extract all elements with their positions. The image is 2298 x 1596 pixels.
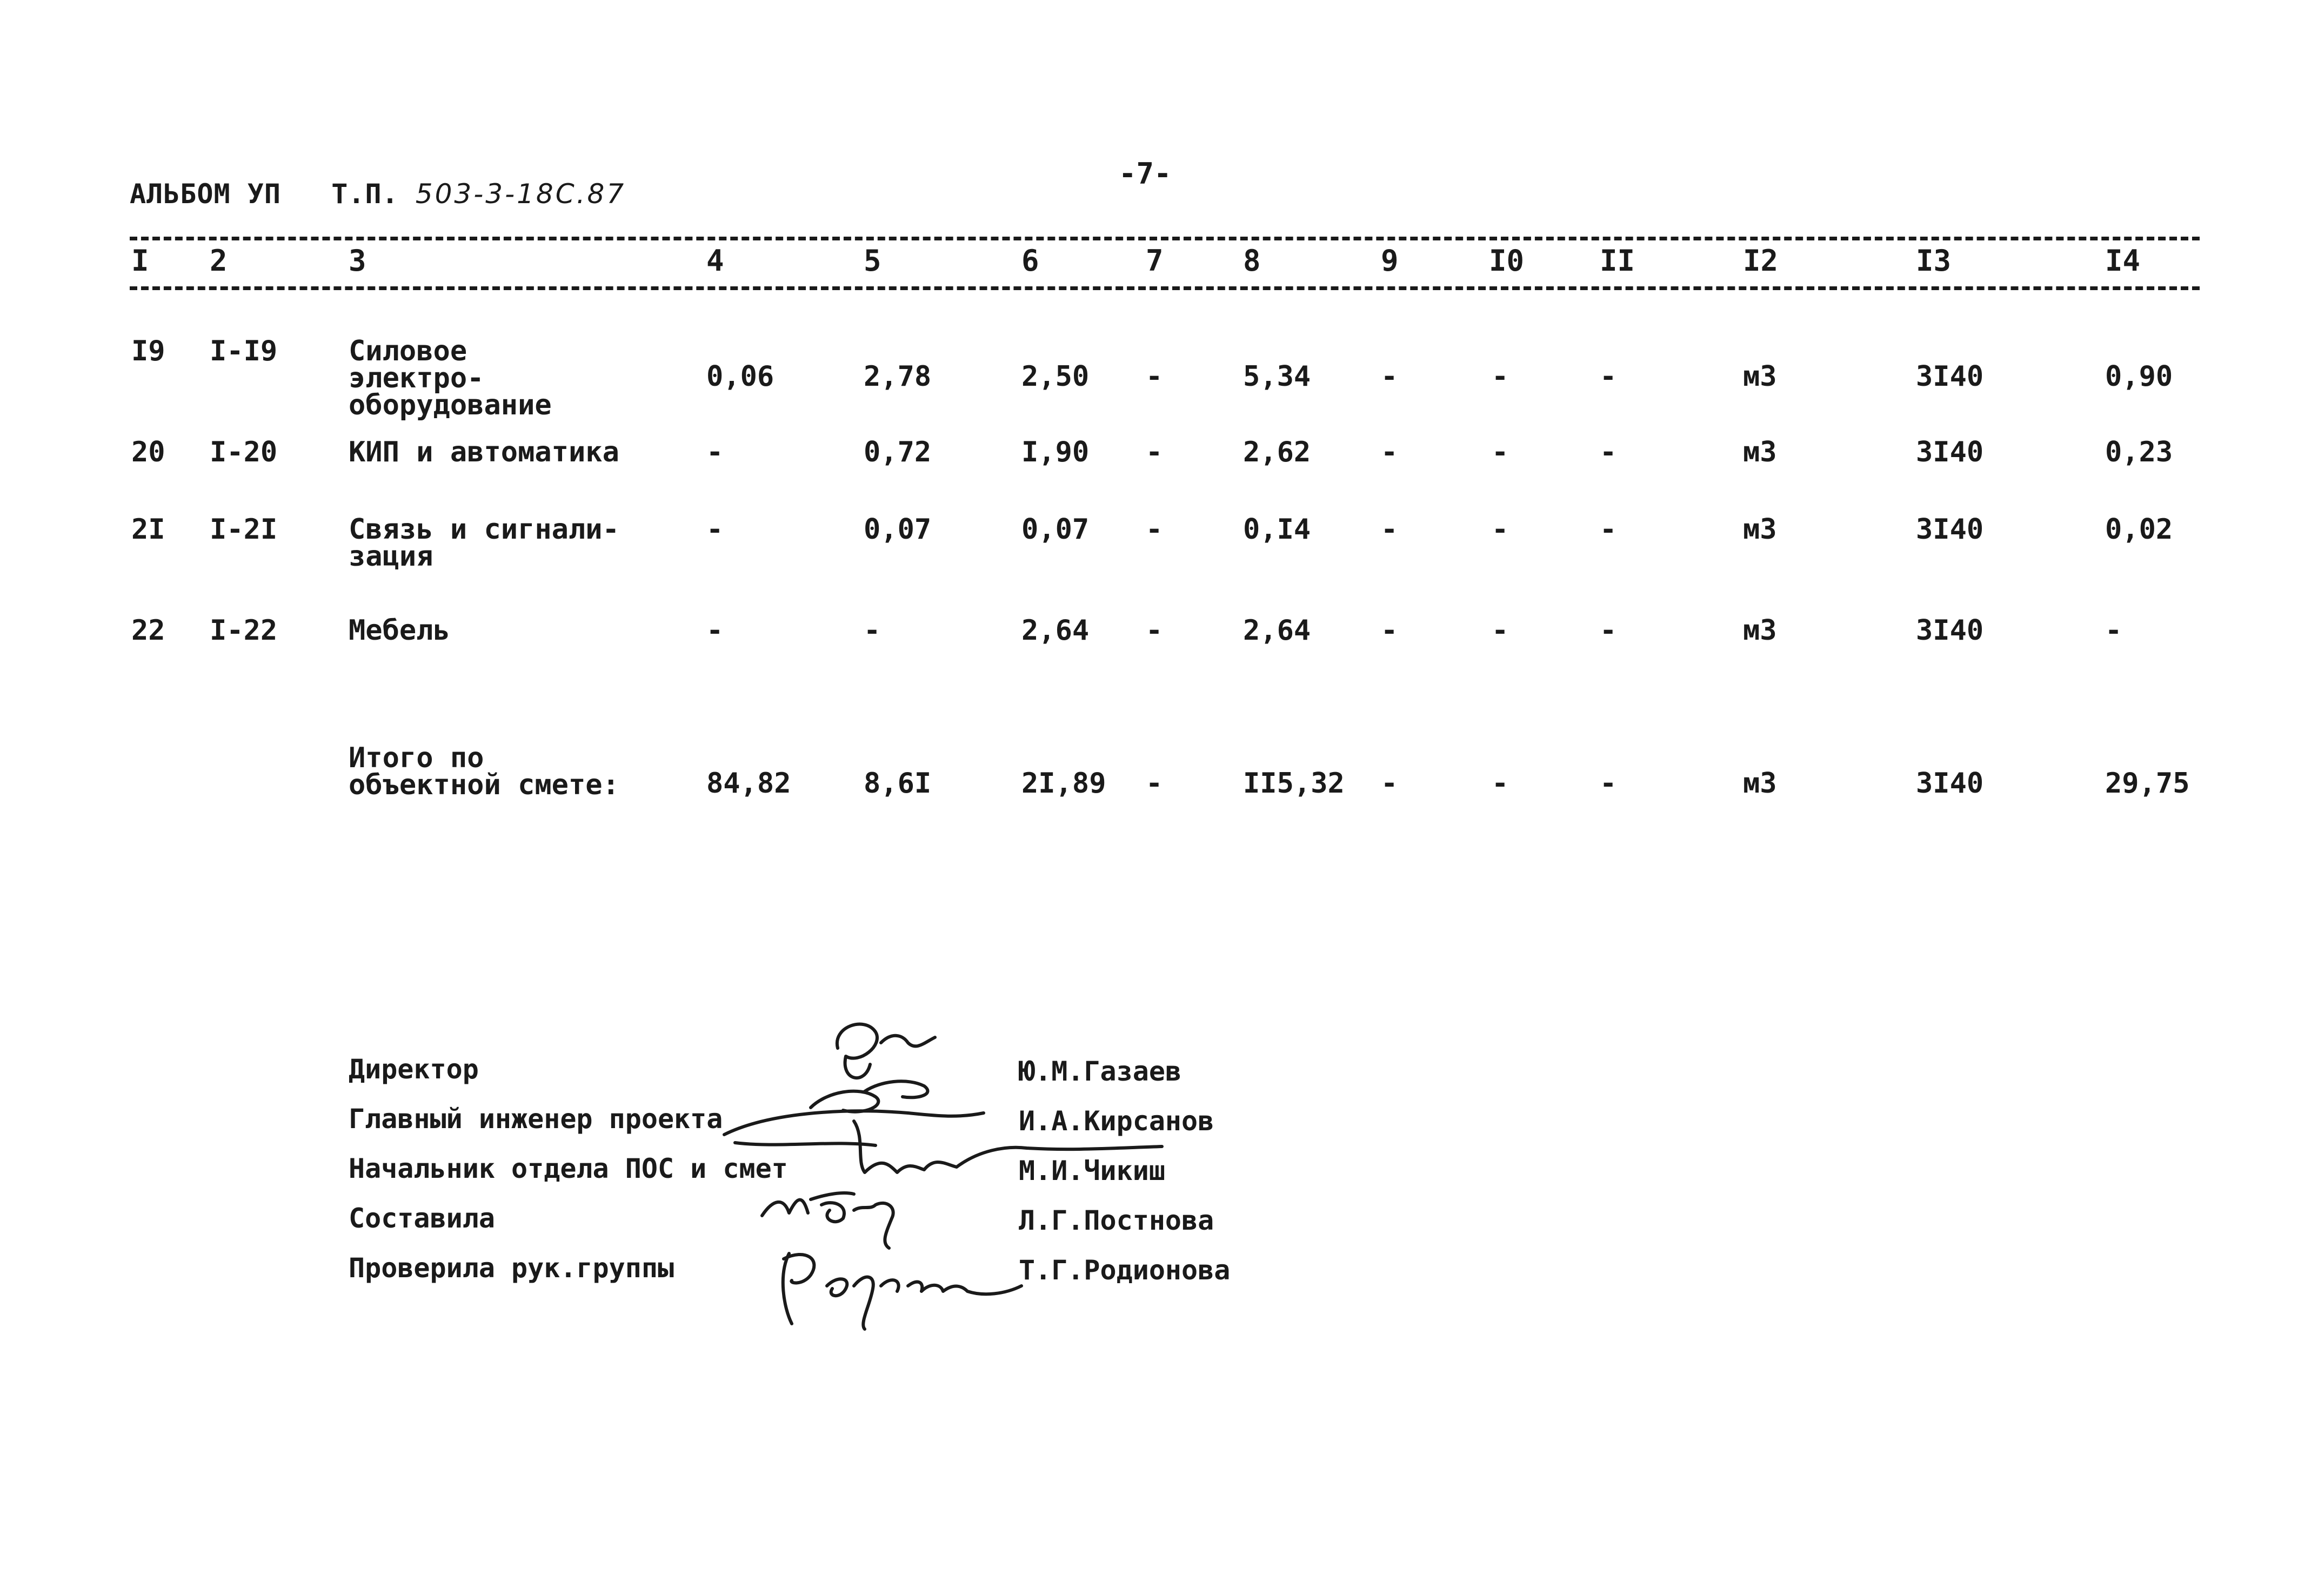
table-cell: - <box>1600 614 1617 647</box>
table-cell: 0,06 <box>706 360 774 393</box>
total-label: Итого по объектной смете: <box>349 742 619 801</box>
compiler-signature <box>762 1193 893 1248</box>
column-header: 6 <box>1021 244 1039 278</box>
header-rule-top <box>130 237 2200 240</box>
table-cell: - <box>706 436 724 468</box>
table-cell: - <box>1600 360 1617 393</box>
table-cell: м3 <box>1743 436 1777 468</box>
total-cell: 8,6I <box>864 767 932 800</box>
table-cell: 0,90 <box>2105 360 2173 393</box>
column-header: 7 <box>1146 244 1164 278</box>
row-code: I-2I <box>210 513 278 546</box>
album-header <box>130 178 626 210</box>
table-cell: - <box>1381 513 1398 546</box>
header-rule-bottom <box>130 286 2200 290</box>
department-head-signature <box>854 1121 1162 1172</box>
signature-name: М.И.Чикиш <box>1019 1155 1165 1186</box>
table-cell: - <box>706 614 724 647</box>
reviewer-signature <box>783 1253 1021 1329</box>
signature-role: Начальник отдела ПОС и смет <box>349 1153 788 1184</box>
total-cell: - <box>1600 767 1617 800</box>
table-cell: 2,64 <box>1243 614 1311 647</box>
table-cell: - <box>2105 614 2122 647</box>
column-header: I4 <box>2105 244 2141 278</box>
table-cell: - <box>1492 614 1509 647</box>
table-cell: - <box>1381 436 1398 468</box>
column-header: II <box>1600 244 1635 278</box>
table-cell: 0,07 <box>1021 513 1090 546</box>
row-code: I-22 <box>210 614 278 647</box>
chief-engineer-signature <box>724 1081 984 1145</box>
table-cell: - <box>1492 360 1509 393</box>
doc-prefix: Т.П. <box>331 178 399 210</box>
signature-role: Составила <box>349 1203 495 1234</box>
column-header: 5 <box>864 244 881 278</box>
row-number: 2I <box>131 513 165 546</box>
table-cell: 0,23 <box>2105 436 2173 468</box>
table-cell: - <box>1492 513 1509 546</box>
column-header: I2 <box>1743 244 1779 278</box>
signature-role: Проверила рук.группы <box>349 1252 674 1284</box>
column-header: I0 <box>1489 244 1525 278</box>
row-code: I-20 <box>210 436 278 468</box>
row-number: 22 <box>131 614 165 647</box>
signature-role: Главный инженер проекта <box>349 1103 723 1135</box>
signature-name: Т.Г.Родионова <box>1019 1255 1231 1286</box>
total-cell: 2I,89 <box>1021 767 1106 800</box>
table-cell: - <box>1492 436 1509 468</box>
page-number: -7- <box>1119 157 1172 191</box>
signature-name: Ю.М.Газаев <box>1019 1056 1182 1087</box>
total-cell: - <box>1146 767 1163 800</box>
table-cell: - <box>1146 436 1163 468</box>
doc-code: 503-3-18С.87 <box>415 178 626 210</box>
album-label: АЛЬБОМ УП <box>130 178 281 210</box>
total-cell: - <box>1492 767 1509 800</box>
table-cell: м3 <box>1743 513 1777 546</box>
total-cell: - <box>1381 767 1398 800</box>
handwritten-signatures <box>703 1005 1189 1340</box>
row-description: Связь и сигнали-зация <box>349 513 619 573</box>
table-cell: 0,72 <box>864 436 932 468</box>
table-cell: 5,34 <box>1243 360 1311 393</box>
table-cell: 0,07 <box>864 513 932 546</box>
row-number: 20 <box>131 436 165 468</box>
table-cell: м3 <box>1743 360 1777 393</box>
column-header: 2 <box>210 244 228 278</box>
column-header: I <box>131 244 149 278</box>
table-cell: 3I40 <box>1916 436 1984 468</box>
table-cell: 3I40 <box>1916 614 1984 647</box>
table-cell: - <box>1600 436 1617 468</box>
total-cell: м3 <box>1743 767 1777 800</box>
column-header: 4 <box>706 244 724 278</box>
table-cell: 2,62 <box>1243 436 1311 468</box>
table-cell: - <box>1146 360 1163 393</box>
table-cell: I,90 <box>1021 436 1090 468</box>
signature-role: Директор <box>349 1054 479 1085</box>
column-header: 3 <box>349 244 366 278</box>
table-cell: - <box>1600 513 1617 546</box>
table-cell: 0,02 <box>2105 513 2173 546</box>
table-cell: - <box>1146 513 1163 546</box>
table-cell: - <box>1381 614 1398 647</box>
column-header: 8 <box>1243 244 1261 278</box>
row-number: I9 <box>131 335 165 367</box>
table-cell: - <box>706 513 724 546</box>
column-header: I3 <box>1916 244 1952 278</box>
column-header: 9 <box>1381 244 1399 278</box>
table-cell: 2,50 <box>1021 360 1090 393</box>
total-cell: II5,32 <box>1243 767 1345 800</box>
director-signature <box>837 1024 935 1078</box>
table-cell: - <box>864 614 881 647</box>
signature-name: И.А.Кирсанов <box>1019 1105 1214 1137</box>
table-cell: - <box>1146 614 1163 647</box>
row-description: КИП и автоматика <box>349 436 619 468</box>
table-cell: 3I40 <box>1916 360 1984 393</box>
table-cell: - <box>1381 360 1398 393</box>
total-cell: 3I40 <box>1916 767 1984 800</box>
signature-name: Л.Г.Постнова <box>1019 1205 1214 1236</box>
row-description: Мебель <box>349 614 450 647</box>
table-cell: 3I40 <box>1916 513 1984 546</box>
table-cell: 2,78 <box>864 360 932 393</box>
row-code: I-I9 <box>210 335 278 367</box>
table-cell: 2,64 <box>1021 614 1090 647</box>
table-cell: 0,I4 <box>1243 513 1311 546</box>
total-cell: 29,75 <box>2105 767 2190 800</box>
total-cell: 84,82 <box>706 767 791 800</box>
row-description: Силовое электро-оборудование <box>349 335 552 421</box>
table-cell: м3 <box>1743 614 1777 647</box>
